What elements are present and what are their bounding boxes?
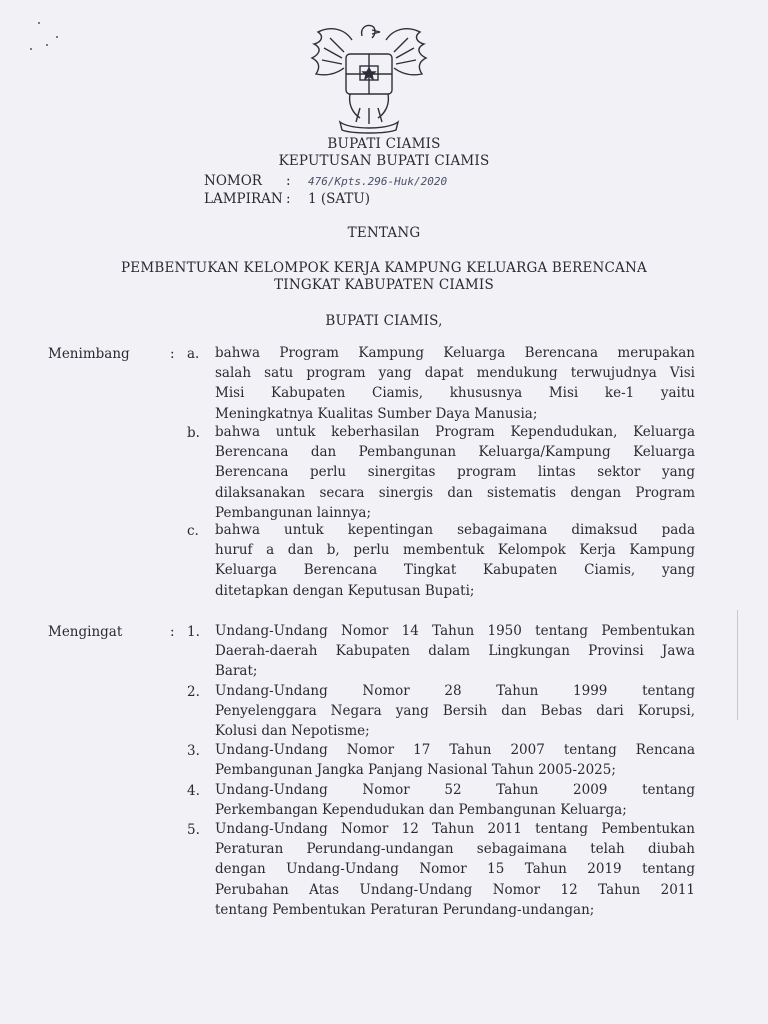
text-line: Penyelenggara Negara yang Bersih dan Bebas dari Korupsi,: [215, 703, 695, 720]
nomor-label: NOMOR: [204, 173, 262, 189]
text-line: Keluarga Berencana Tingkat Kabupaten Ciamis, yang: [215, 562, 695, 579]
text-line: Undang-Undang Nomor 28 Tahun 1999 tentang: [215, 683, 695, 699]
scan-speck: [56, 36, 58, 38]
menimbang-marker-a: a.: [187, 346, 200, 362]
subject-line-1: PEMBENTUKAN KELOMPOK KERJA KAMPUNG KELUARGA BERENCANA: [121, 260, 647, 276]
mengingat-colon: :: [170, 624, 175, 640]
scan-edge-mark: [737, 610, 738, 720]
text-line: dilaksanakan secara sinergis dan sistematis dengan Program: [215, 484, 695, 501]
text-line: salah satu program yang dapat mendukung terwujudnya Visi: [215, 365, 695, 382]
text-line: Undang-Undang Nomor 17 Tahun 2007 tentang Rencana: [215, 742, 695, 758]
menimbang-item-b: [215, 422, 695, 523]
nomor-value: 476/Kpts.296-Huk/2020: [308, 175, 448, 188]
menimbang-item-c: [215, 520, 695, 601]
menimbang-marker-b: b.: [187, 425, 200, 441]
text-line: Undang-Undang Nomor 52 Tahun 2009 tentang: [215, 782, 695, 798]
lampiran-row: [204, 191, 370, 207]
text-line: Berencana perlu sinergitas program lintas sektor yang: [215, 464, 695, 481]
lampiran-label: LAMPIRAN: [204, 191, 283, 207]
nomor-row: [204, 173, 447, 189]
text-line: Undang-Undang Nomor 14 Tahun 1950 tentang Pembentukan: [215, 623, 695, 639]
org-heading: BUPATI CIAMIS: [327, 136, 441, 152]
mengingat-marker-2: 2.: [187, 684, 200, 700]
scan-speck: [38, 22, 40, 24]
mengingat-marker-1: 1.: [187, 624, 200, 640]
authority-heading: BUPATI CIAMIS,: [325, 313, 443, 329]
mengingat-item-2: [215, 681, 695, 742]
tentang-heading: TENTANG: [347, 225, 421, 241]
mengingat-label: Mengingat: [48, 624, 123, 640]
mengingat-marker-3: 3.: [187, 743, 200, 759]
menimbang-item-a: [215, 343, 695, 424]
text-line: huruf a dan b, perlu membentuk Kelompok Kerja Kampung: [215, 542, 695, 559]
menimbang-marker-c: c.: [187, 523, 199, 539]
text-line: Undang-Undang Nomor 12 Tahun 2011 tentang Pembentukan: [215, 821, 695, 837]
text-line: Perubahan Atas Undang-Undang Nomor 12 Tahun 2011: [215, 881, 695, 898]
document-type: KEPUTUSAN BUPATI CIAMIS: [278, 153, 490, 169]
lampiran-colon: :: [286, 191, 291, 207]
text-line: Meningkatnya Kualitas Sumber Daya Manusia;: [215, 405, 538, 422]
text-line: Peraturan Perundang-undangan sebagaimana telah diubah: [215, 841, 695, 858]
text-line: dengan Undang-Undang Nomor 15 Tahun 2019 tentang: [215, 861, 695, 878]
scan-speck: [30, 48, 32, 50]
mengingat-item-3: [215, 740, 695, 780]
mengingat-item-1: [215, 621, 695, 682]
text-line: ditetapkan dengan Keputusan Bupati;: [215, 582, 475, 599]
nomor-colon: :: [286, 173, 291, 189]
text-line: Pembangunan lainnya;: [215, 504, 372, 521]
mengingat-marker-5: 5.: [187, 822, 200, 838]
text-line: Perkembangan Kependudukan dan Pembangunan Keluarga;: [215, 802, 627, 819]
text-line: Berencana dan Pembangunan Keluarga/Kampung Keluarga: [215, 444, 695, 461]
text-line: tentang Pembentukan Peraturan Perundang-undangan;: [215, 901, 595, 918]
scan-speck: [46, 44, 48, 46]
mengingat-item-4: [215, 780, 695, 820]
menimbang-label: Menimbang: [48, 346, 130, 362]
text-line: bahwa untuk keberhasilan Program Kependudukan, Keluarga: [215, 424, 695, 440]
text-line: bahwa Program Kampung Keluarga Berencana merupakan: [215, 345, 695, 361]
text-line: Barat;: [215, 663, 258, 680]
lampiran-value: 1 (SATU): [308, 191, 371, 207]
text-line: Daerah-daerah Kabupaten dalam Lingkungan Provinsi Jawa: [215, 643, 695, 660]
subject-line-2: TINGKAT KABUPATEN CIAMIS: [274, 277, 494, 293]
text-line: Pembangunan Jangka Panjang Nasional Tahun 2005-2025;: [215, 762, 616, 779]
text-line: bahwa untuk kepentingan sebagaimana dimaksud pada: [215, 522, 695, 538]
garuda-emblem-icon: [300, 18, 438, 136]
text-line: Kolusi dan Nepotisme;: [215, 723, 370, 740]
text-line: Misi Kabupaten Ciamis, khususnya Misi ke-1 yaitu: [215, 385, 695, 402]
menimbang-colon: :: [170, 346, 175, 362]
mengingat-marker-4: 4.: [187, 783, 200, 799]
mengingat-item-5: [215, 819, 695, 920]
